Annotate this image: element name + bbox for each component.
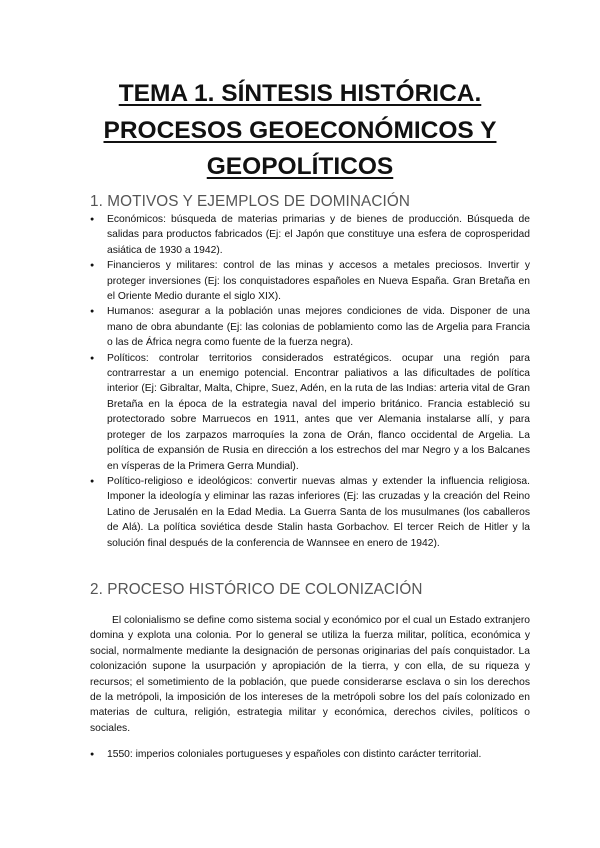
section-2-heading: 2. PROCESO HISTÓRICO DE COLONIZACIÓN xyxy=(90,581,423,598)
title-line-1: TEMA 1. SÍNTESIS HISTÓRICA. xyxy=(118,80,482,107)
page-title xyxy=(60,76,540,186)
list-item: ● Político-religioso e ideológicos: convertir nuevas almas y extender la influencia religiosa. Imponer la ideología y eliminar las razas inferiores (Ej: las cruzadas y la creación del Reino Latino de Jerusalén en la Edad Media. La Guerra Santa de los musulmanes (los caballeros de Alá). La política soviética desde Stalin hasta Gorbachov. El tercer Reich de Hitler y la solución final después de la conferencia de Wannsee en enero de 1942). xyxy=(90,474,530,551)
list-item: ● Humanos: asegurar a la población unas mejores condiciones de vida. Disponer de una mano de obra abundante (Ej: las colonias de poblamiento como las de Argelia para Francia o las de África negra como fuente de la fuerza negra). xyxy=(90,304,530,350)
section-2-paragraph: El colonialismo se define como sistema social y económico por el cual un Estado extranjero domina y explota una colonia. Por lo general se utiliza la fuerza militar, política, económica y social, normalmente mediante la designación de personas originarias del país conquistador. La colonización supone la usurpación y apropiación de la tierra, y con ella, de su riqueza y recursos; el sometimiento de la población, que puede considerarse esclava o sin los derechos de la metrópoli, la imposición de los intereses de la metrópoli sobre los del país colonizado en materias de cultura, religión, estrategia militar y económica, derechos civiles, políticos o sociales. xyxy=(90,615,530,734)
list-item: ● Económicos: búsqueda de materias primarias y de bienes de producción. Búsqueda de salidas para productos fabricados (Ej: el Japón que constituye una esfera de coprosperidad asiática de 1930 a 1942). xyxy=(90,212,530,258)
list-item: ● 1550: imperios coloniales portugueses y españoles con distinto carácter territorial. xyxy=(90,747,530,762)
list-item: ● Financieros y militares: control de las minas y accesos a metales preciosos. Invertir y proteger inversiones (Ej: los conquistadores españoles en Nueva España. Gran Bretaña en el Oriente Medio durante el siglo XIX). xyxy=(90,258,530,304)
title-line-2: PROCESOS GEOECONÓMICOS Y xyxy=(103,116,497,144)
section-2-list xyxy=(90,747,530,762)
section-1-heading: 1. MOTIVOS Y EJEMPLOS DE DOMINACIÓN xyxy=(90,193,410,210)
title-line-3: GEOPOLÍTICOS xyxy=(206,153,394,180)
section-1-list xyxy=(90,212,530,551)
list-item: ● Políticos: controlar territorios considerados estratégicos. ocupar una región para contrarrestar a un enemigo potencial. Encontrar paliativos a las dificultades de política interior (Ej: Gibraltar, Malta, Chipre, Suez, Adén, en la ruta de las Indias: arteria vital de Gran Bretaña en la época de la estrategia naval del imperio británico. Francia estableció su protectorado sobre Marruecos en 1911, antes que ver Alemania instalarse allí, y para proteger de los zarpazos marroquíes la zona de Orán, flanco occidental de Argelia. La política de expansión de Rusia en dirección a los estrechos del mar Negro y a los Balcanes en vísperas de la Primera Gerra Mundial). xyxy=(90,351,530,474)
